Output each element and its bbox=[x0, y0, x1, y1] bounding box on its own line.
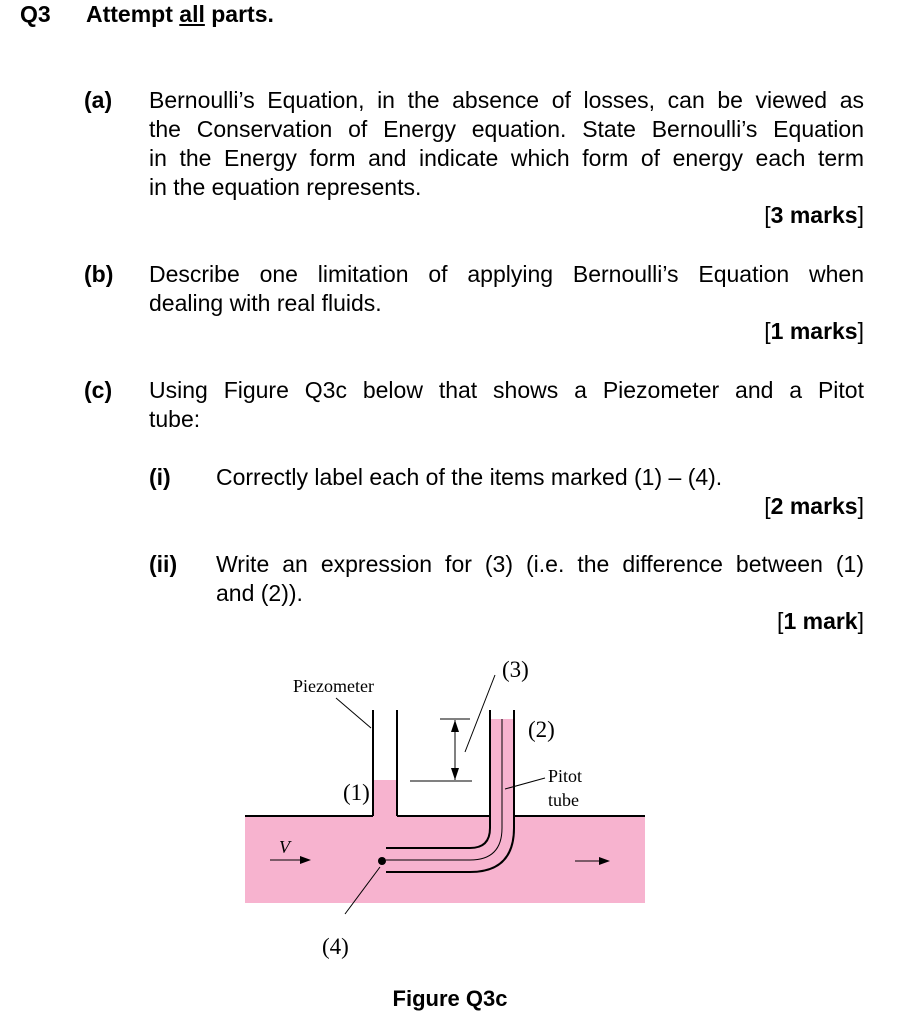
part-a-line-3: in the Energy form and indicate which form of energy each term bbox=[149, 145, 864, 171]
figure-caption: Figure Q3c bbox=[392, 986, 508, 1011]
part-c-ii-line-1: Write an expression for (3) (i.e. the difference between (1) bbox=[216, 551, 864, 577]
question-heading: Attempt all parts. bbox=[86, 1, 274, 27]
label-piezometer: Piezometer bbox=[293, 676, 374, 696]
part-a-line-2: the Conservation of Energy equation. State Bernoulli’s Equation bbox=[149, 116, 864, 142]
part-c-ii-marks: [1 mark] bbox=[777, 608, 864, 634]
piezometer-fluid bbox=[373, 780, 397, 818]
label-1: (1) bbox=[343, 780, 370, 805]
part-a-line-1: Bernoulli’s Equation, in the absence of losses, can be viewed as bbox=[149, 87, 864, 113]
part-c-ii-line-2: and (2)). bbox=[216, 580, 303, 606]
part-b-line-2: dealing with real fluids. bbox=[149, 290, 382, 316]
part-a-marks: [3 marks] bbox=[764, 202, 864, 228]
leader-piezometer bbox=[336, 698, 371, 728]
part-c-label: (c) bbox=[84, 377, 113, 403]
dimension-arrow-up bbox=[451, 720, 459, 732]
part-b-label: (b) bbox=[84, 261, 114, 287]
part-c-ii-label: (ii) bbox=[149, 551, 178, 577]
label-pitot-2: tube bbox=[548, 790, 579, 810]
label-pitot-1: Pitot bbox=[548, 766, 583, 786]
question-number: Q3 bbox=[20, 1, 51, 27]
part-c-line-2: tube: bbox=[149, 406, 201, 432]
part-a-line-4: in the equation represents. bbox=[149, 174, 422, 200]
part-c-i-text: Correctly label each of the items marked (1) – (4). bbox=[216, 464, 723, 490]
label-v: V bbox=[279, 837, 290, 857]
stagnation-point bbox=[378, 857, 386, 865]
part-c-i-marks: [2 marks] bbox=[764, 493, 864, 519]
part-c-line-1: Using Figure Q3c below that shows a Piezometer and a Pitot bbox=[149, 377, 864, 403]
label-2: (2) bbox=[528, 717, 555, 742]
part-c-i-label: (i) bbox=[149, 464, 171, 490]
label-4: (4) bbox=[322, 934, 349, 959]
part-b-marks: [1 marks] bbox=[764, 318, 864, 344]
part-b-line-1: Describe one limitation of applying Bernoulli’s Equation when bbox=[149, 261, 864, 287]
label-3: (3) bbox=[502, 657, 529, 682]
part-a-label: (a) bbox=[84, 87, 113, 113]
figure-q3c bbox=[0, 640, 900, 970]
dimension-arrow-down bbox=[451, 768, 459, 780]
